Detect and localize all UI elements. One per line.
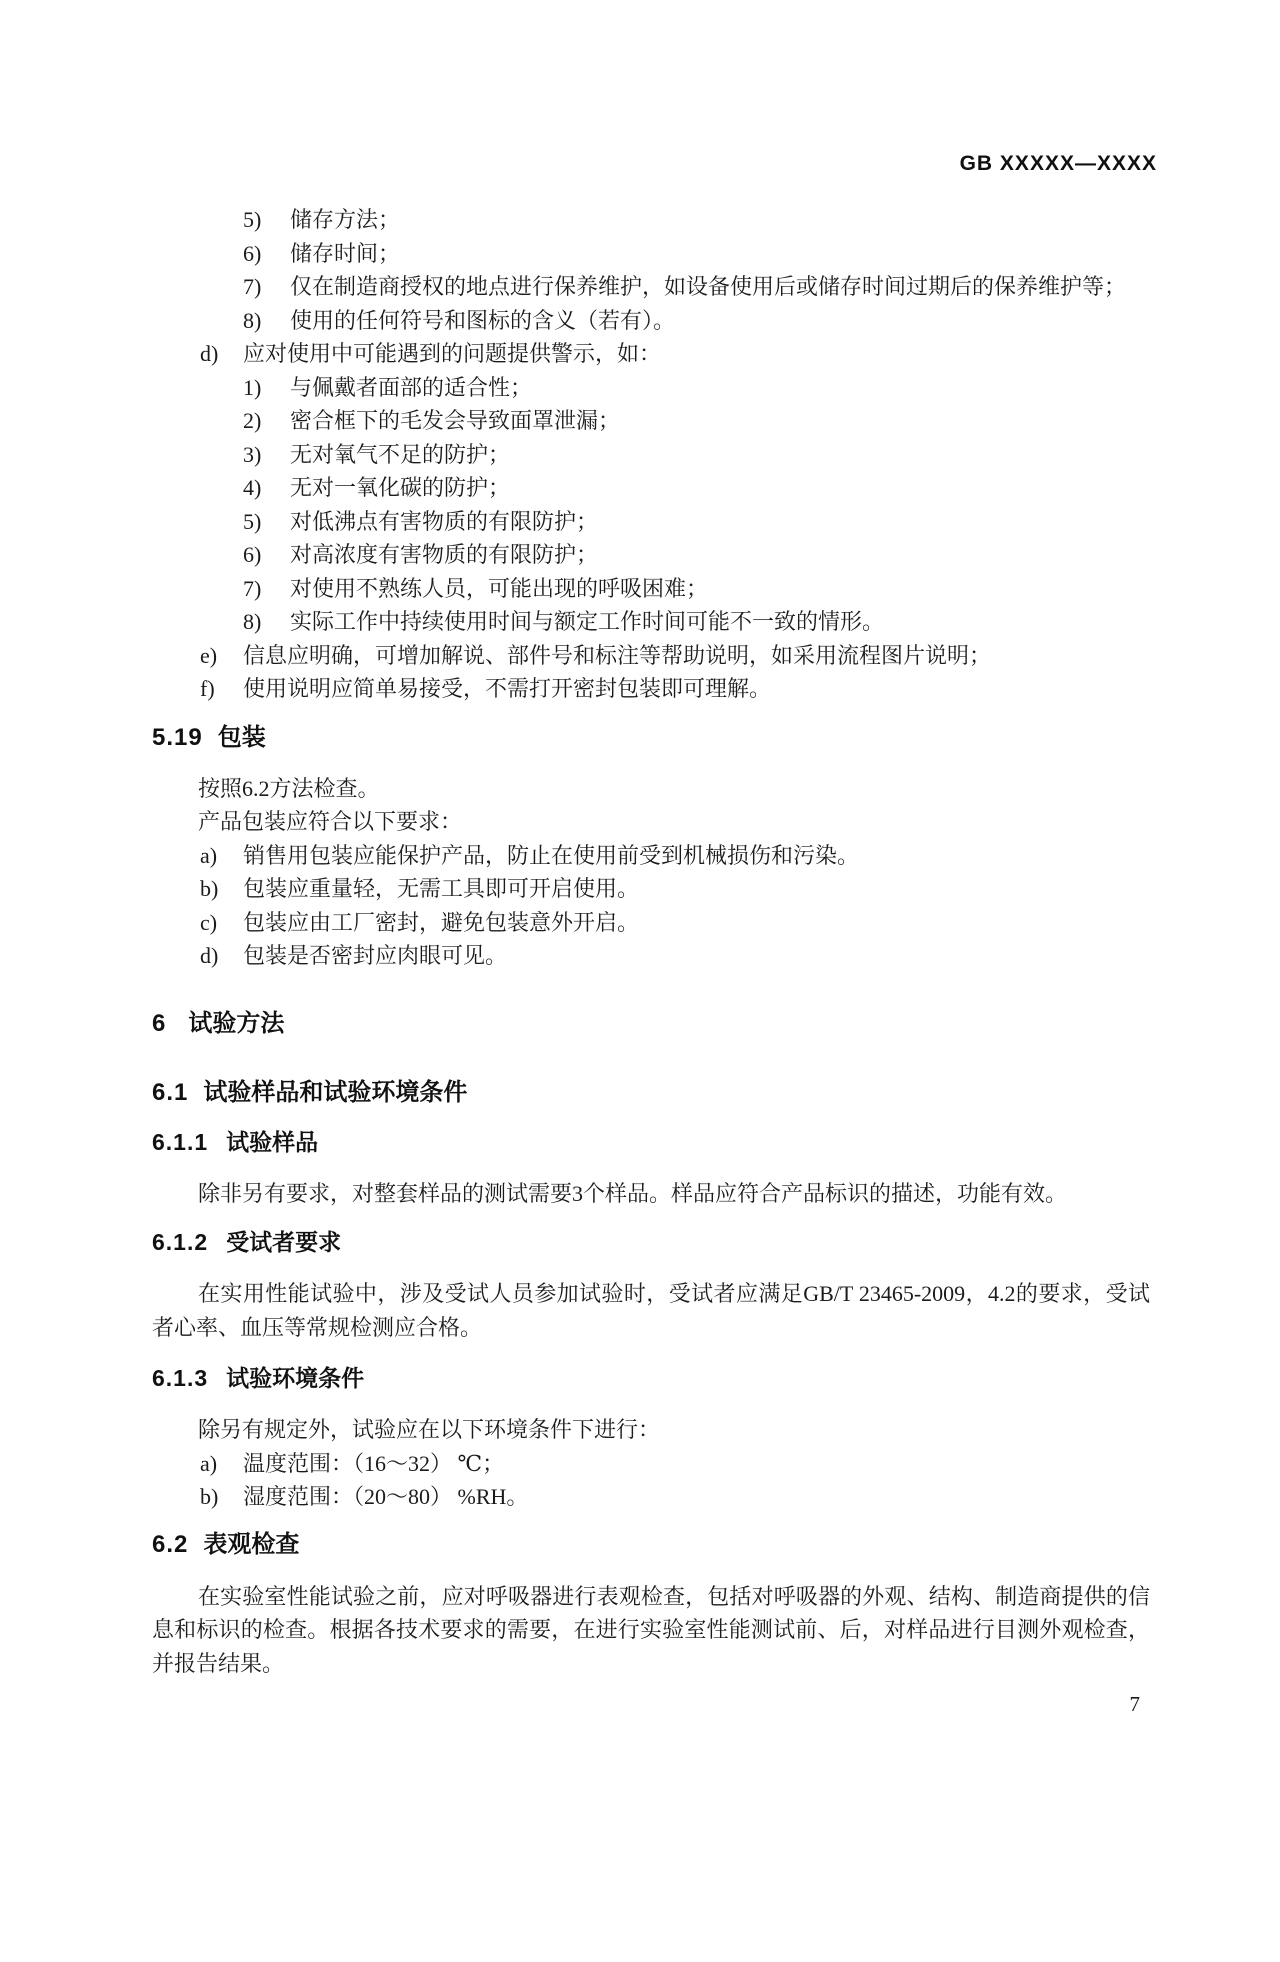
list-item-text: 储存时间； — [290, 240, 401, 266]
list-item-label: b) — [200, 876, 219, 901]
section-number: 6.2 — [152, 1530, 189, 1558]
list-item-text: 与佩戴者面部的适合性； — [290, 374, 533, 400]
list-item-label: 7) — [243, 274, 262, 299]
list-item-text: 无对一氧化碳的防护； — [290, 475, 511, 500]
section-heading-6-2 — [152, 1528, 1150, 1562]
list-item-text: 无对氧气不足的防护； — [290, 441, 511, 467]
list-item-text: 包装应由工厂密封，避免包装意外开启。 — [243, 909, 640, 935]
list-item-label: 8) — [243, 609, 262, 634]
section-heading-6-1-2 — [152, 1226, 1150, 1259]
list-item-text: 包装应重量轻，无需工具即可开启使用。 — [243, 876, 640, 901]
section-number: 6.1.2 — [152, 1229, 209, 1255]
list-item-label: a) — [200, 842, 218, 868]
section-number: 6 — [152, 1009, 167, 1037]
list-item-label: b) — [200, 1484, 219, 1509]
paragraph: 按照6.2方法检查。 — [198, 775, 380, 801]
section-number: 6.1.1 — [152, 1128, 209, 1155]
paragraph: 除另有规定外，试验应在以下环境条件下进行： — [198, 1417, 661, 1442]
list-item-label: 6) — [243, 542, 262, 567]
section-title: 表观检查 — [203, 1530, 300, 1558]
list-item — [152, 538, 1150, 572]
list-item-label: d) — [200, 943, 219, 968]
list-item — [152, 639, 1150, 673]
list-item-text: 储存方法； — [290, 207, 401, 232]
list-item-label: a) — [200, 1450, 218, 1476]
page-header — [0, 152, 1280, 176]
section-title: 试验环境条件 — [226, 1365, 365, 1391]
list-item — [152, 270, 1150, 304]
list-item-label: 5) — [243, 207, 262, 232]
section-heading-5-19 — [152, 721, 1150, 755]
list-item-label: 2) — [243, 408, 262, 433]
list-item-text: 实际工作中持续使用时间与额定工作时间可能不一致的情形。 — [290, 609, 885, 634]
list-item — [152, 471, 1150, 505]
list-item — [152, 872, 1150, 906]
page-number: 7 — [1129, 1692, 1140, 1716]
list-item — [152, 906, 1150, 940]
section-heading-6-1 — [152, 1076, 1150, 1110]
list-item-text: 密合框下的毛发会导致面罩泄漏； — [290, 408, 621, 433]
standard-number: GB XXXXX—XXXX — [959, 152, 1157, 175]
list-item — [152, 1480, 1150, 1514]
list-item-text: 包装是否密封应肉眼可见。 — [243, 943, 508, 968]
list-item-label: f) — [200, 676, 215, 701]
paragraph: 产品包装应符合以下要求： — [198, 809, 463, 834]
paragraph: 除非另有要求，对整套样品的测试需要3个样品。样品应符合产品标识的描述，功能有效。 — [198, 1180, 1068, 1206]
list-item-label: 8) — [243, 307, 262, 333]
list-item — [152, 237, 1150, 271]
section-number: 5.19 — [152, 723, 203, 751]
list-item — [152, 839, 1150, 873]
list-item-label: 1) — [243, 374, 262, 400]
paragraph: 在实验室性能试验之前，应对呼吸器进行表观检查，包括对呼吸器的外观、结构、制造商提供的信息和标识的检查。根据各技术要求的需要，在进行实验室性能测试前、后，对样品进行目测外观检查，并报告结果。 — [152, 1583, 1150, 1676]
section-title: 试验样品 — [226, 1128, 319, 1155]
list-item-text: 对使用不熟练人员，可能出现的呼吸困难； — [290, 575, 709, 601]
list-item-label: 5) — [243, 508, 262, 534]
list-item — [152, 203, 1150, 237]
list-item — [152, 404, 1150, 438]
list-item — [152, 605, 1150, 639]
list-item — [152, 939, 1150, 973]
section-number: 6.1.3 — [152, 1365, 209, 1391]
list-item — [152, 505, 1150, 539]
page-footer — [0, 1690, 1280, 1718]
page-content — [152, 203, 1150, 1680]
list-item — [152, 1447, 1150, 1481]
list-item — [152, 572, 1150, 606]
list-item-label: c) — [200, 909, 218, 935]
document-page — [0, 152, 1280, 1718]
section-number: 6.1 — [152, 1078, 189, 1106]
list-item-text: 温度范围：（16～32） ℃； — [243, 1450, 505, 1476]
list-item-text: 使用说明应简单易接受，不需打开密封包装即可理解。 — [243, 676, 772, 701]
section-title: 试验样品和试验环境条件 — [203, 1078, 468, 1106]
list-item — [152, 304, 1150, 338]
section-title: 包装 — [217, 723, 266, 751]
section-title: 试验方法 — [188, 1009, 285, 1037]
list-item-text: 使用的任何符号和图标的含义（若有）。 — [290, 307, 676, 333]
list-item — [152, 672, 1150, 706]
list-item-label: 6) — [243, 240, 262, 266]
section-title: 受试者要求 — [226, 1229, 342, 1255]
list-item-label: d) — [200, 341, 219, 366]
list-item-text: 信息应明确，可增加解说、部件号和标注等帮助说明，如采用流程图片说明； — [243, 642, 992, 668]
list-item — [152, 371, 1150, 405]
list-item-text: 对低沸点有害物质的有限防护； — [290, 508, 599, 534]
list-item-text: 仅在制造商授权的地点进行保养维护，如设备使用后或储存时间过期后的保养维护等； — [290, 274, 1127, 299]
list-item-text: 销售用包装应能保护产品，防止在使用前受到机械损伤和污染。 — [243, 842, 860, 868]
list-item-label: 4) — [243, 475, 262, 500]
list-item-text: 对高浓度有害物质的有限防护； — [290, 542, 599, 567]
section-heading-6 — [152, 1007, 1150, 1041]
list-item-label: e) — [200, 642, 218, 668]
section-heading-6-1-1 — [152, 1126, 1150, 1159]
section-heading-6-1-3 — [152, 1362, 1150, 1395]
list-item — [152, 337, 1150, 371]
list-item-label: 3) — [243, 441, 262, 467]
list-item-text: 应对使用中可能遇到的问题提供警示，如： — [243, 341, 662, 366]
paragraph: 在实用性能试验中，涉及受试人员参加试验时，受试者应满足GB/T 23465-2009，4.2的要求，受试者心率、血压等常规检测应合格。 — [152, 1281, 1150, 1340]
list-item — [152, 438, 1150, 472]
list-item-text: 湿度范围：（20～80） %RH。 — [243, 1484, 529, 1509]
list-item-label: 7) — [243, 575, 262, 601]
